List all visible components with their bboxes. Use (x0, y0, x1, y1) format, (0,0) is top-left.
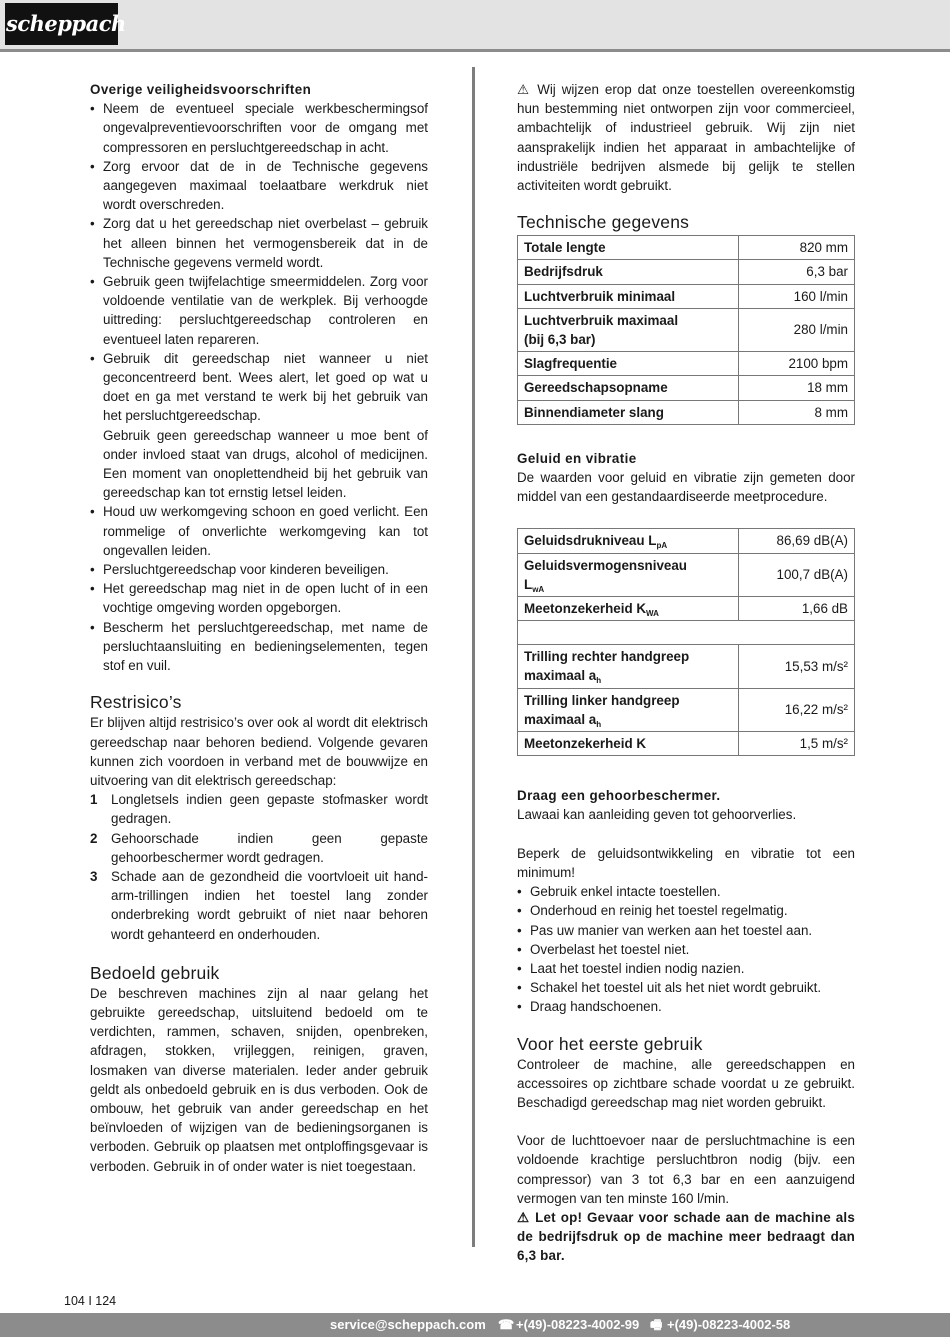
list-item: • Pas uw manier van werken aan het toestel aan. (517, 921, 855, 940)
warning-icon: ⚠ (517, 82, 532, 97)
subscript: pA (656, 541, 668, 551)
list-item: • Het gereedschap mag niet in de open lucht of in een vochtige omgeving worden opgeborgen. (90, 579, 428, 617)
table-row (518, 376, 855, 400)
noise-text: De waarden voor geluid en vibratie zijn gemeten door middel van een gestandaardiseerde meetprocedure. (517, 470, 855, 505)
table-row (518, 260, 855, 284)
list-item: • Zorg ervoor dat de in de Technische gegevens aangegeven maximaal toelaatbare werkdruk niet wordt overschreden. (90, 157, 428, 215)
phone-icon: ☎ (498, 1317, 515, 1332)
table-cell-line: Luchtverbruik maximaal (524, 312, 679, 328)
table-cell-line: Trilling linker handgreep (524, 692, 680, 708)
table-cell-line: maximaal a (524, 711, 597, 727)
intended-use-text: De beschreven machines zijn al naar gelang het gebruikte gereedschap, uitsluitend bedoeld om te verdichten, rammen, schaven, snijden, openbreken, afdragen, stokken, vrijleggen, reinigen, graven, losmaken van diverse materialen. Ieder ander gebruik geldt als onbedoeld gebruik en is dus verboden. Ook de ombouw, het gebruik van ander gereedschap en het beïnvloeden of wijzigen van de bedieningsorganen is verboden. Gebruik op plaatsen met ontploffingsgevaar is verboden. Gebruik in of onder water is niet toegestaan. (90, 985, 428, 1174)
list-item (90, 790, 428, 828)
table-spacer-row (518, 621, 855, 645)
page-number: 104 I 124 (64, 1294, 117, 1308)
list-item-text: Schade aan de gezondheid die voortvloeit uit hand-arm-trillingen indien het toestel lang zonder onderbreking wordt gebruikt of niet naar behoren wordt gehanteerd en onderhouden. (111, 868, 428, 942)
air-supply-text: Voor de luchttoevoer naar de persluchtmachine is een voldoende krachtige persluchtbron nodig (bijv. een compressor) van 3 tot 6,3 bar en een aanzuigend vermogen van ten minste 160 l/min. (517, 1133, 855, 1206)
table-cell-value: 100,7 dB(A) (739, 553, 855, 596)
table-cell-value: 16,22 m/s² (739, 688, 855, 731)
table-cell-key: Totale lengte (518, 236, 739, 260)
list-item: • Schakel het toestel uit als het niet wordt gebruikt. (517, 978, 855, 997)
page-header (0, 0, 950, 52)
tech-table (517, 235, 855, 425)
commercial-note (517, 80, 855, 195)
table-row (518, 732, 855, 756)
table-cell-key (518, 645, 739, 688)
footer-email[interactable]: service@scheppach.com (330, 1317, 486, 1332)
table-cell-key: Meetonzekerheid K (518, 732, 739, 756)
table-cell-key: Binnendiameter slang (518, 400, 739, 424)
list-item-text-extra: Gebruik geen gereedschap wanneer u moe bent of onder invloed staat van drugs, alcohol of medicijnen. Een moment van onoplettendheid bij het gebruik van gereedschap kan tot ernstig letsel leiden. (103, 427, 428, 501)
warning-icon: ⚠ (517, 1209, 531, 1225)
table-cell-key: Bedrijfsdruk (518, 260, 739, 284)
table-row (518, 400, 855, 424)
table-cell-value: 8 mm (739, 400, 855, 424)
table-cell-line: (bij 6,3 bar) (524, 332, 596, 348)
commercial-note-text: Wij wijzen erop dat onze toestellen overeenkomstig hun bestemming niet ontworpen zijn voor commercieel, ambachtelijk of industrieel gebruik. Wij zijn niet aansprakelijk indien het apparaat in ambachtelijke of industriële bedrijven alsmede bij gelijk te stellen activiteiten wordt gebruikt. (517, 82, 855, 194)
table-cell-value: 820 mm (739, 236, 855, 260)
table-row (518, 645, 855, 688)
first-use-text: Controleer de machine, alle gereedschappen en accessoires op zichtbare schade voordat u ze gebruikt. Beschadigd gereedschap mag niet worden gebruikt. (517, 1056, 855, 1110)
table-cell-key (518, 597, 739, 621)
list-item (90, 349, 428, 503)
table-row (518, 553, 855, 596)
table-cell-key (518, 553, 739, 596)
table-cell-value: 15,53 m/s² (739, 645, 855, 688)
table-cell-key (518, 529, 739, 553)
intended-use-title: Bedoeld gebruik (90, 962, 220, 983)
subscript: wA (532, 584, 545, 594)
list-item: • Onderhoud en reinig het toestel regelmatig. (517, 901, 855, 920)
list-item (90, 867, 428, 944)
list-item: • Neem de eventueel speciale werkbeschermingsof ongevalpreventievoorschriften voor de omgang met compressoren en persluchtgereedschap in acht. (90, 99, 428, 157)
fax-icon: 🖷 (650, 1317, 663, 1332)
table-row (518, 597, 855, 621)
table-cell-value: 1,66 dB (739, 597, 855, 621)
limit-text: Beperk de geluidsontwikkeling en vibratie tot een minimum! (517, 845, 855, 880)
ear-protection-title: Draag een gehoorbeschermer. (517, 788, 721, 804)
subscript: h (596, 676, 602, 686)
table-cell-key (518, 308, 739, 351)
table-cell-value: 18 mm (739, 376, 855, 400)
list-item-text: Gebruik dit gereedschap niet wanneer u niet geconcentreerd bent. Wees alert, let goed op wat u doet en ga met verstand te werk bij het gebruik van het persluchtgereedschap. (103, 350, 428, 424)
caution-text: Let op! Gevaar voor schade aan de machine als de bedrijfsdruk op de machine meer bedraagt dan 6,3 bar. (517, 1209, 855, 1264)
table-cell-line: Geluidsdrukniveau L (524, 533, 657, 549)
list-item-text: Gehoorschade indien geen gepaste gehoorbeschermer wordt gedragen. (111, 830, 428, 865)
list-item (90, 829, 428, 867)
caution-note (517, 1208, 855, 1266)
list-number: 2 (90, 830, 98, 846)
limit-list (517, 882, 855, 1016)
column-divider (472, 67, 475, 1247)
table-row (518, 308, 855, 351)
safety-title: Overige veiligheidsvoorschriften (90, 82, 312, 97)
footer-fax: +(49)-08223-4002-58 (667, 1317, 791, 1332)
noise-table (517, 528, 855, 756)
table-row (518, 688, 855, 731)
brand-logo: scheppach (5, 3, 118, 45)
subscript: h (596, 719, 602, 729)
table-cell-line: Meetonzekerheid K (524, 601, 647, 617)
table-spacer (518, 621, 855, 645)
table-cell-value: 280 l/min (739, 308, 855, 351)
risks-title: Restrisico’s (90, 692, 182, 713)
table-cell-value: 2100 bpm (739, 352, 855, 376)
table-cell-key (518, 688, 739, 731)
left-column (90, 80, 428, 1176)
table-cell-value: 86,69 dB(A) (739, 529, 855, 553)
table-cell-line: Geluidsvermogensniveau (524, 557, 687, 573)
table-cell-value: 160 l/min (739, 284, 855, 308)
table-cell-key: Gereedschapsopname (518, 376, 739, 400)
table-row (518, 284, 855, 308)
table-row (518, 529, 855, 553)
first-use-title: Voor het eerste gebruik (517, 1033, 703, 1054)
table-cell-line: maximaal a (524, 668, 597, 684)
list-number: 3 (90, 868, 98, 884)
list-number: 1 (90, 792, 98, 808)
table-cell-line: Trilling rechter handgreep (524, 649, 690, 665)
table-row (518, 236, 855, 260)
table-cell-key: Slagfrequentie (518, 352, 739, 376)
tech-title: Technische gegevens (517, 212, 690, 233)
table-cell-key: Luchtverbruik minimaal (518, 284, 739, 308)
table-cell-line: L (524, 576, 533, 592)
list-item: • Bescherm het persluchtgereedschap, met name de persluchtaansluiting en bedieningselementen, tegen stof en vuil. (90, 618, 428, 676)
footer-bar (0, 1313, 950, 1337)
noise-title: Geluid en vibratie (517, 450, 637, 466)
subscript: WA (646, 609, 659, 619)
table-cell-value: 6,3 bar (739, 260, 855, 284)
safety-list (90, 99, 428, 675)
list-item: • Houd uw werkomgeving schoon en goed verlicht. Een rommelige of onverlichte werkomgeving kan tot ongevallen leiden. (90, 502, 428, 560)
list-item: • Laat het toestel indien nodig nazien. (517, 959, 855, 978)
risks-intro: Er blijven altijd restrisico’s over ook al wordt dit elektrisch gereedschap naar behoren bediend. Volgende gevaren kunnen zich voordoen in verband met de bouwwijze en uitvoering van dit elektrisch gereedschap: (90, 715, 428, 788)
risks-list (90, 790, 428, 944)
right-column (517, 80, 855, 1266)
list-item-text: Longletsels indien geen gepaste stofmasker wordt gedragen. (111, 792, 428, 827)
list-item: • Overbelast het toestel niet. (517, 940, 855, 959)
ear-protection-text: Lawaai kan aanleiding geven tot gehoorverlies. (517, 807, 797, 823)
table-row (518, 352, 855, 376)
list-item: • Zorg dat u het gereedschap niet overbelast – gebruik het alleen binnen het vermogensbereik dat in de Technische gegevens vermeld wordt. (90, 214, 428, 272)
footer-phone: +(49)-08223-4002-99 (516, 1317, 640, 1332)
table-cell-value: 1,5 m/s² (739, 732, 855, 756)
list-item: • Persluchtgereedschap voor kinderen beveiligen. (90, 560, 428, 579)
list-item: • Gebruik enkel intacte toestellen. (517, 882, 855, 901)
list-item: • Draag handschoenen. (517, 997, 855, 1016)
list-item: • Gebruik geen twijfelachtige smeermiddelen. Zorg voor voldoende ventilatie van de werkplek. Bij verhoogde uittreding: persluchtgereedschap controleren en eventueel laten repareren. (90, 272, 428, 349)
